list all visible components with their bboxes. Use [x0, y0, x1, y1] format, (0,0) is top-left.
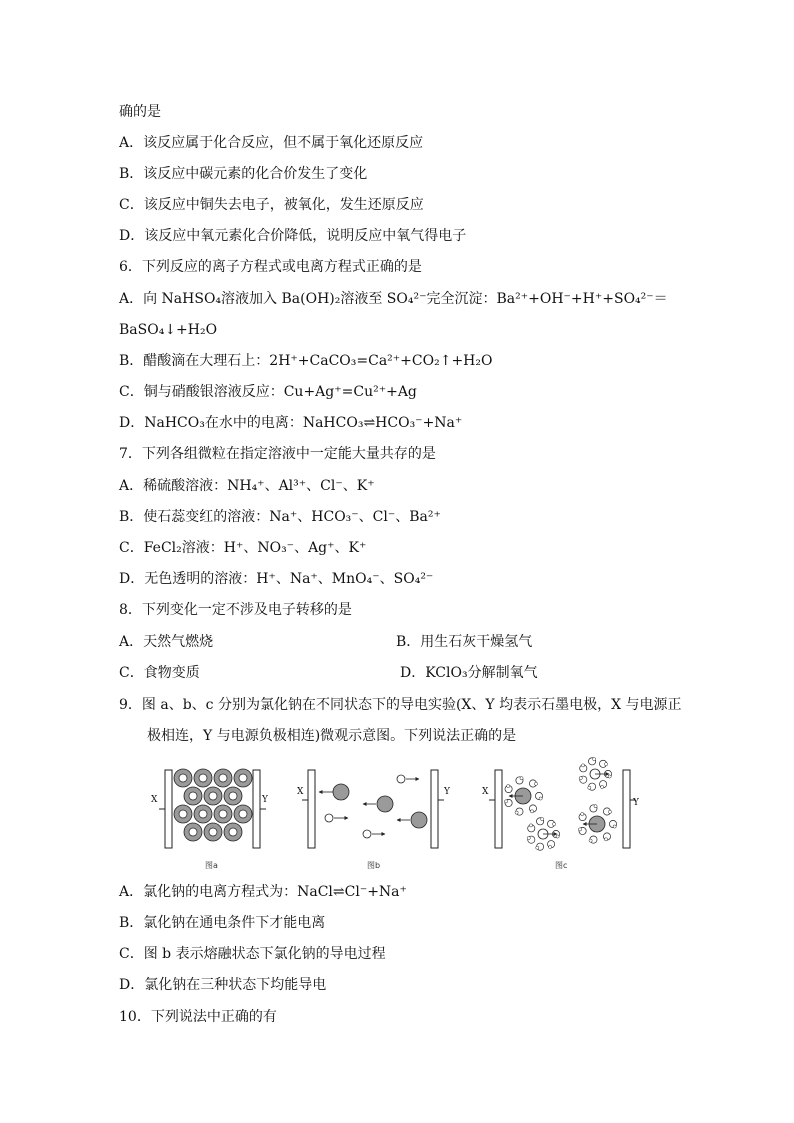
- sodium-ion: [363, 830, 371, 838]
- q7-stem: 7．下列各组微粒在指定溶液中一定能大量共存的是: [119, 446, 436, 462]
- water-molecule: [556, 835, 559, 838]
- water-molecule: [589, 839, 592, 842]
- water-molecule: [515, 811, 518, 814]
- water-molecule: [536, 846, 539, 849]
- q8-option-d: D．KClO₃分解制氧气: [400, 665, 538, 681]
- q6-option-c: C．铜与硝酸银溶液反应：Cu+Ag⁺=Cu²⁺+Ag: [119, 384, 417, 400]
- sodium-ion: [199, 810, 207, 818]
- label-x-c: X: [482, 787, 489, 797]
- q8-stem: 8．下列变化一定不涉及电子转移的是: [119, 602, 352, 618]
- label-y-a: Y: [262, 795, 268, 805]
- water-molecule: [578, 828, 581, 831]
- q7-option-d: D．无色透明的溶液：H⁺、Na⁺、MnO₄⁻、SO₄²⁻: [119, 571, 434, 587]
- q6-option-a-line2: BaSO₄↓+H₂O: [119, 322, 218, 338]
- water-molecule: [529, 824, 532, 827]
- electrode-y-a: [253, 770, 260, 848]
- water-molecule: [530, 810, 533, 813]
- water-molecule: [549, 845, 552, 848]
- q5-option-b: B．该反应中碳元素的化合价发生了变化: [119, 166, 368, 182]
- sodium-ion: [189, 792, 197, 800]
- caption-c: 图c: [555, 861, 568, 870]
- water-molecule: [504, 800, 507, 803]
- caption-a: 图a: [205, 861, 218, 870]
- q6-option-a-line1: A．向 NaHSO₄溶液加入 Ba(OH)₂溶液至 SO₄²⁻完全沉淀：Ba²⁺+OH⁻+H⁺+SO₄²⁻＝: [119, 291, 668, 307]
- q9-option-b: B．氯化钠在通电条件下才能电离: [119, 915, 326, 931]
- electrode-x-b: [308, 770, 315, 848]
- panel-c: [482, 758, 640, 870]
- nacl-conductivity-figure: [145, 754, 665, 876]
- water-molecule: [604, 838, 607, 841]
- sodium-ion: [229, 828, 237, 836]
- water-molecule: [613, 825, 616, 828]
- water-molecule: [581, 764, 584, 767]
- q6-stem: 6．下列反应的离子方程式或电离方程式正确的是: [119, 259, 422, 275]
- panel-b: [297, 770, 451, 870]
- q5-option-c: C．该反应中铜失去电子，被氧化，发生还原反应: [119, 197, 424, 213]
- sodium-ion: [199, 774, 207, 782]
- q9-option-c: C．图 b 表示熔融状态下氯化钠的导电过程: [119, 946, 386, 962]
- sodium-ion: [397, 775, 405, 783]
- q6-option-d: D．NaHCO₃在水中的电离：NaHCO₃⇌HCO₃⁻+Na⁺: [119, 415, 463, 431]
- water-molecule: [601, 785, 604, 788]
- electrode-x-a: [165, 770, 172, 848]
- sodium-ion: [219, 810, 227, 818]
- electrode-x-c: [495, 770, 502, 848]
- q5-option-a: A．该反应属于化合反应，但不属于氧化还原反应: [119, 135, 424, 151]
- sodium-ion: [179, 774, 187, 782]
- label-y-b: Y: [444, 787, 450, 797]
- water-molecule: [608, 775, 611, 778]
- electrode-y-c: [623, 770, 630, 848]
- water-molecule: [541, 818, 544, 821]
- q5-option-d: D．该反应中氧元素化合价降低，说明反应中氧气得电子: [119, 228, 467, 244]
- water-molecule: [520, 777, 523, 780]
- water-molecule: [534, 782, 537, 785]
- q7-option-a: A．稀硫酸溶液：NH₄⁺、Al³⁺、Cl⁻、K⁺: [119, 478, 375, 494]
- water-molecule: [604, 763, 607, 766]
- q7-option-b: B．使石蕊变红的溶液：Na⁺、HCO₃⁻、Cl⁻、Ba²⁺: [119, 509, 441, 525]
- q8-option-c: C．食物变质: [119, 665, 200, 681]
- sodium-ion: [209, 792, 217, 800]
- q9-option-d: D．氯化钠在三种状态下均能导电: [119, 977, 327, 993]
- chloride-ion: [377, 796, 393, 812]
- water-molecule: [527, 836, 530, 839]
- hydrated-ions: [504, 758, 616, 851]
- water-molecule: [539, 797, 542, 800]
- water-molecule: [507, 784, 510, 787]
- sodium-ion: [179, 810, 187, 818]
- water-molecule: [593, 758, 596, 761]
- sodium-ion: [219, 774, 227, 782]
- q9-stem-line2: 极相连，Y 与电源负极相连)微观示意图。下列说法正确的是: [147, 728, 517, 744]
- q8-option-b: B．用生石灰干燥氢气: [396, 634, 533, 650]
- chloride-ion: [333, 784, 349, 800]
- water-molecule: [608, 810, 611, 813]
- q6-option-b: B．醋酸滴在大理石上：2H⁺+CaCO₃=Ca²⁺+CO₂↑+H₂O: [119, 353, 493, 369]
- sodium-ion: [209, 828, 217, 836]
- label-x-a: X: [151, 795, 158, 805]
- panel-a: [151, 769, 269, 870]
- electrode-y-b: [431, 770, 438, 848]
- water-molecule: [588, 786, 591, 789]
- q8-option-a: A．天然气燃烧: [119, 634, 214, 650]
- label-y-c: Y: [633, 798, 639, 808]
- sodium-ion: [229, 792, 237, 800]
- sodium-ion: [325, 814, 333, 822]
- water-molecule: [581, 812, 584, 815]
- sodium-ion: [239, 810, 247, 818]
- q9-stem-line1: 9．图 a、b、c 分别为氯化钠在不同状态下的导电实验(X、Y 均表示石墨电极，X 与电源正: [119, 697, 682, 713]
- q7-option-c: C．FeCl₂溶液：H⁺、NO₃⁻、Ag⁺、K⁺: [119, 540, 367, 556]
- water-molecule: [579, 776, 582, 779]
- chloride-ion: [411, 812, 427, 828]
- water-molecule: [594, 805, 597, 808]
- q9-option-a: A．氯化钠的电离方程式为：NaCl⇌Cl⁻+Na⁺: [119, 884, 407, 900]
- caption-b: 图b: [367, 861, 381, 870]
- q10-stem: 10．下列说法中正确的有: [119, 1009, 277, 1025]
- nacl-crystal-lattice: [174, 769, 252, 841]
- sodium-ion: [189, 828, 197, 836]
- water-molecule: [552, 823, 555, 826]
- label-x-b: X: [297, 787, 304, 797]
- sodium-ion: [239, 774, 247, 782]
- q5-stem-tail: 确的是: [119, 104, 161, 120]
